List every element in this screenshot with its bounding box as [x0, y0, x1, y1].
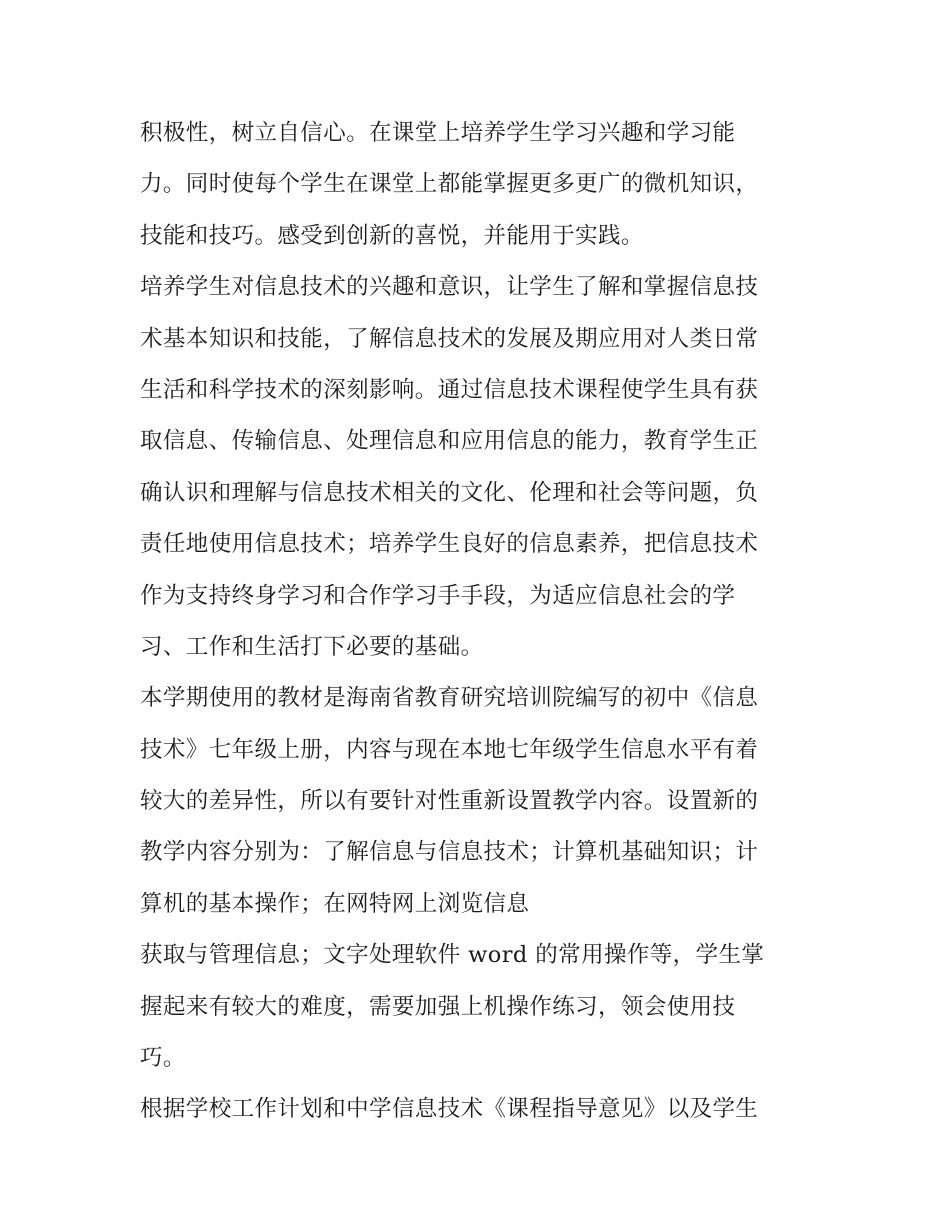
paragraph-4 — [140, 930, 820, 1084]
text-line: 培养学生对信息技术的兴趣和意识，让学生了解和掌握信息技 — [140, 274, 759, 301]
text-line: 习、工作和生活打下必要的基础。 — [140, 633, 484, 660]
text-line: 根据学校工作计划和中学信息技术《课程指导意见》以及学生 — [140, 1096, 759, 1123]
text-line: 教学内容分别为：了解信息与信息技术；计算机基础知识；计 — [140, 839, 759, 866]
text-line: 握起来有较大的难度，需要加强上机操作练习，领会使用技 — [140, 993, 736, 1020]
text-line: 责任地使用信息技术；培养学生良好的信息素养，把信息技术 — [140, 531, 759, 558]
text-line: 本学期使用的教材是海南省教育研究培训院编写的初中《信息 — [140, 685, 759, 712]
text-line: 技能和技巧。感受到创新的喜悦，并能用于实践。 — [140, 222, 644, 249]
text-line: 作为支持终身学习和合作学习手手段，为适应信息社会的学 — [140, 582, 736, 609]
text-line: 算机的基本操作；在网特网上浏览信息 — [140, 890, 530, 917]
text-line: 获取与管理信息；文字处理软件 word 的常用操作等，学生掌 — [140, 942, 765, 969]
text-line: 术基本知识和技能，了解信息技术的发展及期应用对人类日常 — [140, 325, 759, 352]
document-body — [140, 108, 820, 1136]
text-line: 技术》七年级上册，内容与现在本地七年级学生信息水平有着 — [140, 736, 759, 763]
paragraph-3 — [140, 673, 820, 930]
text-line: 取信息、传输信息、处理信息和应用信息的能力，教育学生正 — [140, 428, 759, 455]
paragraph-2 — [140, 262, 820, 673]
paragraph-5 — [140, 1084, 820, 1135]
text-line: 生活和科学技术的深刻影响。通过信息技术课程使学生具有获 — [140, 376, 759, 403]
text-line: 力。同时使每个学生在课堂上都能掌握更多更广的微机知识， — [140, 171, 759, 198]
paragraph-1 — [140, 108, 820, 262]
text-line: 确认识和理解与信息技术相关的文化、伦理和社会等问题，负 — [140, 479, 759, 506]
text-line: 巧。 — [140, 1045, 186, 1072]
text-line: 积极性，树立自信心。在课堂上培养学生学习兴趣和学习能 — [140, 120, 736, 146]
text-line: 较大的差异性，所以有要针对性重新设置教学内容。设置新的 — [140, 788, 759, 815]
